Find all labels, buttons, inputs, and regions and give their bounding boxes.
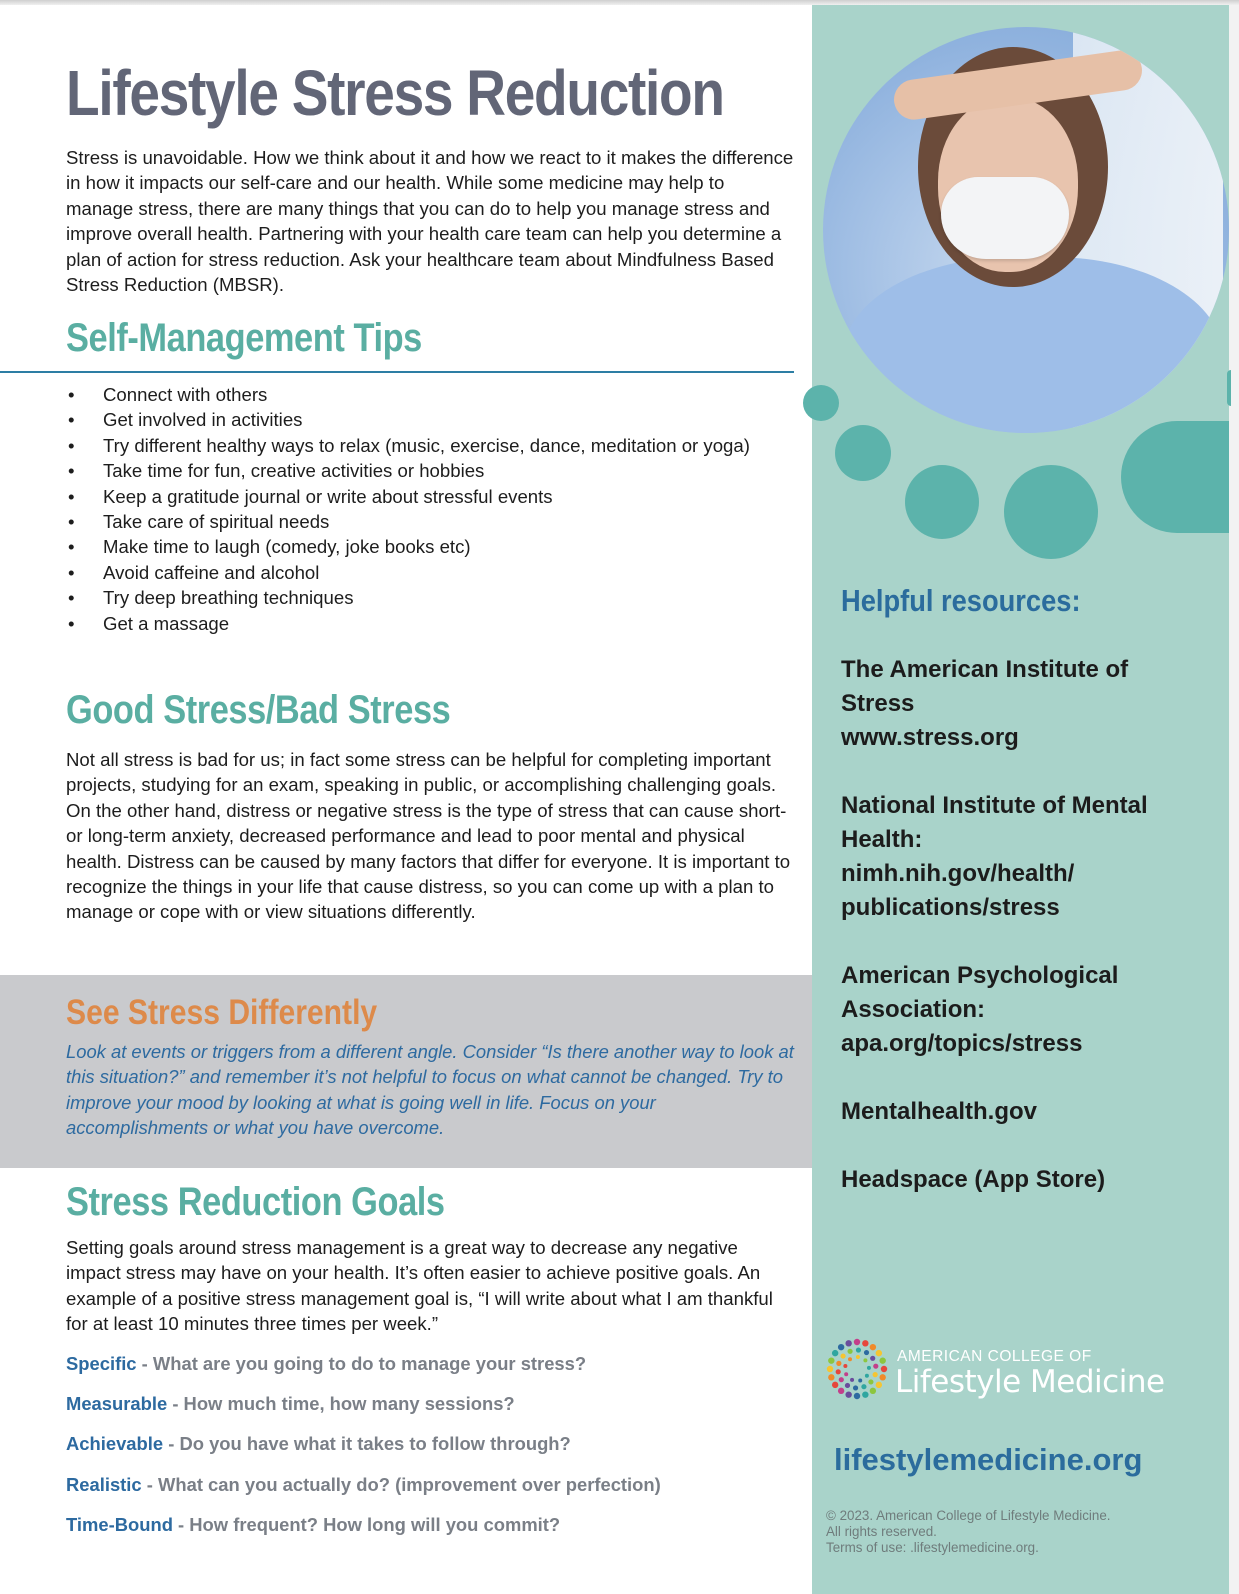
list-item: • Try deep breathing techniques [66, 585, 786, 610]
logo-dot [848, 1357, 852, 1361]
logo-dot [845, 1383, 850, 1388]
list-item: • Get a massage [66, 611, 786, 636]
logo-dot [864, 1350, 869, 1355]
tips-list [66, 382, 786, 636]
logo-dot [856, 1347, 861, 1352]
face-mask-shape [941, 177, 1069, 259]
list-item: • Make time to laugh (comedy, joke books etc) [66, 534, 786, 559]
logo-dot [847, 1349, 852, 1354]
good-bad-heading: Good Stress/Bad Stress [66, 688, 451, 732]
logo-dot [865, 1374, 869, 1378]
logo-dot [876, 1350, 882, 1356]
logo-dot [838, 1344, 844, 1350]
decor-bubble [803, 385, 839, 421]
logo-dot [832, 1350, 838, 1356]
decor-bubble [1227, 370, 1231, 406]
logo-dot [879, 1357, 885, 1363]
logo-dot [844, 1372, 848, 1376]
logo-dot [832, 1382, 838, 1388]
list-item: • Take care of spiritual needs [66, 509, 786, 534]
logo-dot [828, 1357, 834, 1363]
logo-dot [870, 1344, 876, 1350]
resource-nimh: National Institute of Mental Health: nimh.nih.gov/health/ publications/stress [841, 792, 1148, 921]
logo-dot [856, 1355, 860, 1359]
logo-dot [862, 1391, 868, 1397]
section-divider [0, 371, 794, 373]
logo-dot [873, 1364, 878, 1369]
list-item: • Get involved in activities [66, 407, 786, 432]
logo-dot [843, 1364, 847, 1368]
page-right-margin [1229, 5, 1239, 1594]
logo-dot [854, 1393, 860, 1399]
page-title: Lifestyle Stress Reduction [66, 57, 724, 129]
copyright-notice: © 2023. American College of Lifestyle Medicine. All rights reserved. Terms of use: .lifestylemedicine.org. [826, 1508, 1111, 1555]
logo-line-1: AMERICAN COLLEGE OF [897, 1348, 1092, 1365]
decor-bubble [835, 425, 891, 481]
logo-dot [845, 1340, 851, 1346]
logo-dot [863, 1358, 867, 1362]
goals-heading: Stress Reduction Goals [66, 1180, 445, 1224]
website-url: lifestylemedicine.org [834, 1442, 1143, 1477]
good-bad-paragraph: Not all stress is bad for us; in fact some stress can be helpful for completing important projects, studying for an exam, speaking in public, or accomplishing challenging goals. On the other hand, distress or negative stress is the type of stress that can cause short- or long-term anxiety, decreased performance and lead to poor mental and physical health. Distress can be caused by many factors that differ for everyone. It is important to recognize the things in your life that cause distress, so you can come up with a plan to manage or cope with or view situations differently. [66, 749, 791, 923]
logo-dot [828, 1374, 834, 1380]
decor-bubble [1121, 421, 1229, 533]
decor-bubble [905, 465, 979, 539]
acl-logo-dots-icon [826, 1338, 888, 1400]
logo-line-2: Lifestyle Medicine [895, 1364, 1165, 1400]
logo-dot [870, 1356, 875, 1361]
resources-heading: Helpful resources: [841, 583, 1081, 618]
logo-dot [853, 1385, 858, 1390]
goals-paragraph: Setting goals around stress management is a great way to decrease any negative impact stress may have on your health. It’s often easier to achieve positive goals. An example of a positive stress management goal is, “I will write about what I am thankful for at least 10 minutes three times per week.” [66, 1237, 773, 1335]
list-item: • Keep a gratitude journal or write about stressful events [66, 484, 786, 509]
list-item: • Connect with others [66, 382, 786, 407]
logo-dot [876, 1382, 882, 1388]
logo-dot [838, 1388, 844, 1394]
logo-dot [845, 1391, 851, 1397]
logo-dot [867, 1366, 871, 1370]
resource-american-institute-of-stress: The American Institute of Stress www.stress.org [841, 656, 1129, 751]
logo-dot [870, 1388, 876, 1394]
resource-headspace: Headspace (App Store) [841, 1166, 1106, 1193]
see-differently-paragraph: Look at events or triggers from a different angle. Consider “Is there another way to look at this situation?” and remember it’s not helpful to focus on what cannot be changed. Try to improve your mood by looking at what is going well in life. Focus on your accomplishments or what you have overcome. [66, 1041, 794, 1139]
masked-woman-photo [823, 27, 1229, 433]
decor-bubble [1004, 465, 1098, 559]
logo-dot [862, 1340, 868, 1346]
logo-dot [873, 1372, 878, 1377]
intro-paragraph: Stress is unavoidable. How we think about it and how we react to it makes the difference in how it impacts our self-care and our health. While some medicine may help to manage stress, there are many things that you can do to help you manage stress and improve overall health. Partnering with your health care team can help you determine a plan of action for stress reduction. Ask your healthcare team about Mindfulness Based Stress Reduction (MBSR). [66, 147, 794, 296]
smart-measurable: Measurable - How much time, how many sessions? [66, 1393, 515, 1414]
list-item: • Avoid caffeine and alcohol [66, 560, 786, 585]
list-item: • Take time for fun, creative activities or hobbies [66, 458, 786, 483]
smart-realistic: Realistic - What can you actually do? (improvement over perfection) [66, 1474, 661, 1495]
logo-dot [839, 1377, 844, 1382]
logo-dot [836, 1369, 841, 1374]
list-item: • Try different healthy ways to relax (music, exercise, dance, meditation or yoga) [66, 433, 786, 458]
logo-dot [881, 1366, 887, 1372]
resource-mentalhealth-gov: Mentalhealth.gov [841, 1098, 1038, 1125]
see-differently-heading: See Stress Differently [66, 993, 378, 1032]
logo-dot [861, 1384, 866, 1389]
tips-heading: Self-Management Tips [66, 316, 422, 360]
logo-dot [858, 1379, 862, 1383]
logo-dot [840, 1353, 845, 1358]
resource-apa: American Psychological Association: apa.org/topics/stress [841, 962, 1119, 1057]
logo-dot [850, 1378, 854, 1382]
logo-dot [827, 1366, 833, 1372]
logo-dot [854, 1339, 860, 1345]
smart-specific: Specific - What are you going to do to manage your stress? [66, 1353, 587, 1374]
smart-achievable: Achievable - Do you have what it takes to follow through? [66, 1433, 571, 1454]
logo-dot [879, 1374, 885, 1380]
smart-time-bound: Time-Bound - How frequent? How long will you commit? [66, 1514, 561, 1535]
logo-dot [868, 1379, 873, 1384]
logo-dot [836, 1361, 841, 1366]
